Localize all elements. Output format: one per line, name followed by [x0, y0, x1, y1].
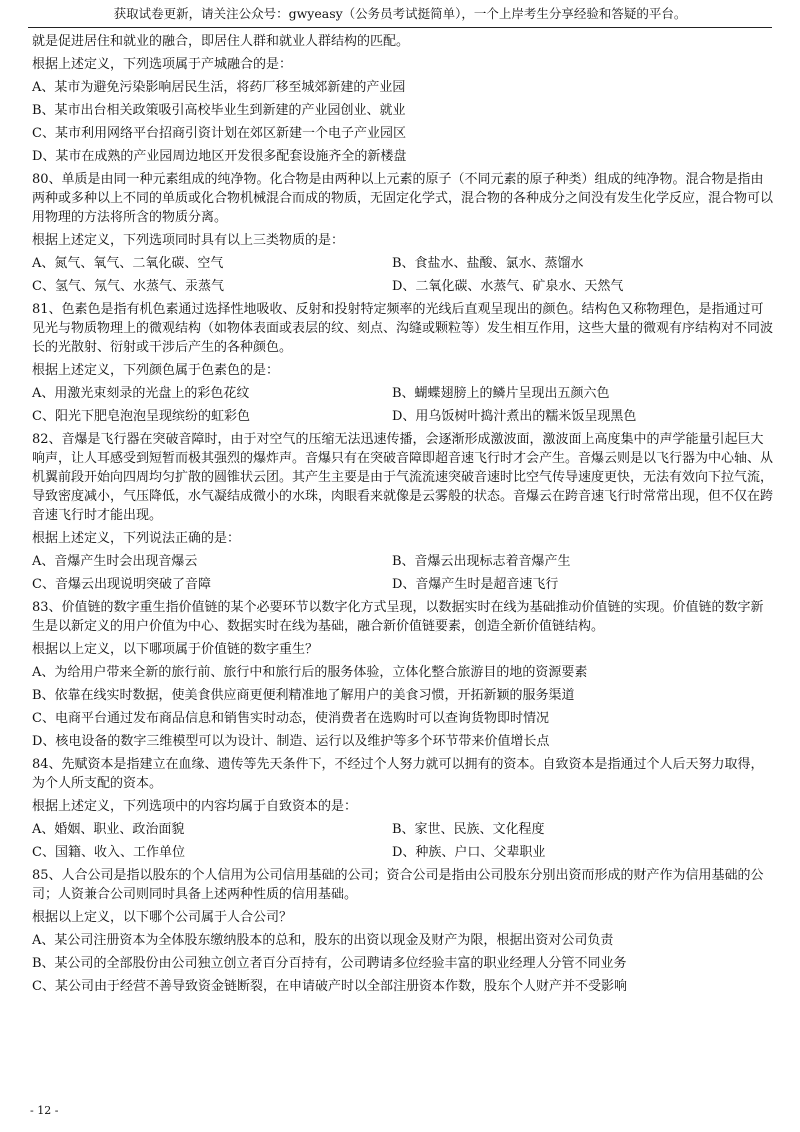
option-row: [32, 575, 776, 594]
option-text: B、某市出台相关政策吸引高校毕业生到新建的产业园创业、就业: [32, 103, 406, 118]
option-text: C、某市利用网络平台招商引资计划在郊区新建一个电子产业园区: [32, 126, 406, 141]
option-text: A、为给用户带来全新的旅行前、旅行中和旅行后的服务体验，立体化整合旅游目的地的资源要素: [32, 665, 588, 680]
option-text: B、某公司的全部股份由公司独立创立者百分百持有，公司聘请多位经验丰富的职业经理人分管不同业务: [32, 956, 627, 971]
option-row: [32, 384, 776, 403]
option-text: D、二氧化碳、水蒸气、矿泉水、天然气: [392, 279, 624, 294]
option-text: D、种族、户口、父辈职业: [392, 845, 546, 860]
option-row: [32, 407, 776, 426]
page-number: - 12 -: [30, 1104, 59, 1117]
option-text: D、用乌饭树叶捣汁煮出的糯米饭呈现黑色: [392, 409, 637, 424]
header-divider: [28, 27, 772, 28]
paragraph: 84、先赋资本是指建立在血缘、遗传等先天条件下，不经过个人努力就可以拥有的资本。自致资本是指通过个人后天努力取得，为个人所支配的资本。: [32, 757, 764, 791]
paragraph: 81、色素色是指有机色素通过选择性地吸收、反射和投射特定频率的光线后直观呈现出的颜色。结构色又称物理色，是指通过可见光与物质物理上的微观结构（如物体表面或表层的纹、刻点、沟缝或颗粒等）发生相互作用，这些大量的微观有序结构对不同波长的光散射、衍射或干涉后产生的各种颜色。: [32, 302, 774, 355]
option-row: [32, 254, 776, 273]
option-text: A、某市为避免污染影响居民生活，将药厂移至城郊新建的产业园: [32, 80, 406, 95]
option-text: A、音爆产生时会出现音爆云: [32, 554, 198, 569]
paragraph: 82、音爆是飞行器在突破音障时，由于对空气的压缩无法迅速传播，会逐渐形成激波面，激波面上高度集中的声学能量引起巨大响声，让人耳感受到短暂而极其强烈的爆炸声。音爆只有在突破音障即超音速飞行时才会产生。音爆云则是以飞行器为中心轴、从机翼前段开始向四周均匀扩散的圆锥状云团。其产生主要是由于气流流速突破音速时比空气传导速度更快，无法有效向下拉气流，导致密度减小，气压降低，水气凝结成微小的水珠，肉眼看来就像是云雾般的状态。音爆云在跨音速飞行时常常出现，但不仅在跨音速飞行时才能出现。: [32, 432, 774, 523]
paragraph: 根据上述定义，下列颜色属于色素色的是：: [32, 363, 280, 378]
option-text: D、某市在成熟的产业园周边地区开发很多配套设施齐全的新楼盘: [32, 149, 407, 164]
page-header: [0, 6, 800, 22]
option-text: B、食盐水、盐酸、氯水、蒸馏水: [392, 256, 584, 271]
paragraph: 根据上述定义，下列选项中的内容均属于自致资本的是：: [32, 799, 358, 814]
option-text: C、氢气、氖气、水蒸气、汞蒸气: [32, 279, 224, 294]
option-text: A、某公司注册资本为全体股东缴纳股本的总和，股东的出资以现金及财产为限，根据出资对公司负责: [32, 933, 614, 948]
option-text: C、国籍、收入、工作单位: [32, 845, 185, 860]
paragraph: 就是促进居住和就业的融合，即居住人群和就业人群结构的匹配。: [32, 34, 410, 49]
paragraph: 根据上述定义，下列选项属于产城融合的是：: [32, 57, 293, 72]
option-text: D、核电设备的数字三维模型可以为设计、制造、运行以及维护等多个环节带来价值增长点: [32, 734, 550, 749]
option-text: C、某公司由于经营不善导致资金链断裂，在申请破产时以全部注册资本作数，股东个人财产并不受影响: [32, 979, 627, 994]
paragraph: 85、人合公司是指以股东的个人信用为公司信用基础的公司；资合公司是指由公司股东分别出资而形成的财产作为信用基础的公司；人资兼合公司则同时具备上述两种性质的信用基础。: [32, 868, 764, 902]
option-text: A、用激光束刻录的光盘上的彩色花纹: [32, 386, 250, 401]
option-text: C、阳光下肥皂泡泡呈现缤纷的虹彩色: [32, 409, 250, 424]
option-text: B、蝴蝶翅膀上的鳞片呈现出五颜六色: [392, 386, 610, 401]
option-text: C、电商平台通过发布商品信息和销售实时动态，使消费者在选购时可以查询货物即时情况: [32, 711, 549, 726]
option-text: B、依靠在线实时数据，使美食供应商更便利精准地了解用户的美食习惯，开拓新颖的服务渠道: [32, 688, 575, 703]
header-notice: 获取试卷更新，请关注公众号：gwyeasy（公务员考试挺简单），一个上岸考生分享经验和答疑的平台。: [113, 6, 687, 21]
option-text: B、家世、民族、文化程度: [392, 822, 545, 837]
paragraph: 根据以上定义，以下哪项属于价值链的数字重生？: [32, 642, 319, 657]
option-text: A、氮气、氧气、二氧化碳、空气: [32, 256, 224, 271]
option-text: B、音爆云出现标志着音爆产生: [392, 554, 571, 569]
option-row: [32, 277, 776, 296]
paragraph: 根据上述定义，下列说法正确的是：: [32, 531, 241, 546]
option-text: D、音爆产生时是超音速飞行: [392, 577, 559, 592]
paragraph: 83、价值链的数字重生指价值链的某个必要环节以数字化方式呈现，以数据实时在线为基础推动价值链的实现。价值链的数字新生是以新定义的用户价值为中心、数据实时在线为基础，融合新价值链要素，创造全新价值链结构。: [32, 600, 764, 634]
paragraph: 80、单质是由同一种元素组成的纯净物。化合物是由两种以上元素的原子（不同元素的原子种类）组成的纯净物。混合物是指由两种或多种以上不同的单质或化合物机械混合而成的物质，无固定化学式，混合物的各种成分之间没有发生化学反应，混合物可以用物理的方法将所含的物质分离。: [32, 172, 774, 225]
document-body: [32, 32, 776, 1000]
option-text: C、音爆云出现说明突破了音障: [32, 577, 211, 592]
paragraph: 根据上述定义，下列选项同时具有以上三类物质的是：: [32, 233, 345, 248]
option-row: [32, 820, 776, 839]
option-row: [32, 552, 776, 571]
option-text: A、婚姻、职业、政治面貌: [32, 822, 185, 837]
option-row: [32, 843, 776, 862]
paragraph: 根据以上定义，以下哪个公司属于人合公司？: [32, 910, 293, 925]
